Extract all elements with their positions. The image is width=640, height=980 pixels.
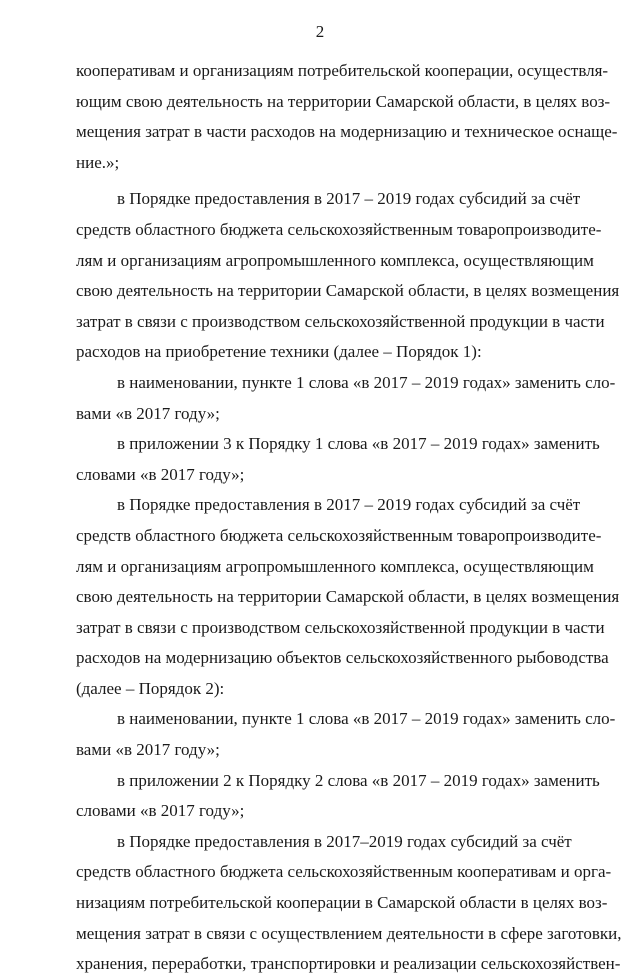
text-line: лям и организациям агропромышленного комплекса, осуществляющим: [76, 250, 594, 270]
text-line: средств областного бюджета сельскохозяйственным товаропроизводите-: [76, 525, 602, 545]
text-line: расходов на приобретение техники (далее – Порядок 1):: [76, 342, 482, 362]
text-line: затрат в связи с производством сельскохозяйственной продукции в части: [76, 617, 605, 637]
text-line: затрат в связи с производством сельскохозяйственной продукции в части: [76, 311, 605, 331]
text-line: мещения затрат в части расходов на модернизацию и техническое оснаще-: [76, 122, 618, 142]
text-line: расходов на модернизацию объектов сельскохозяйственного рыбоводства: [76, 648, 609, 668]
text-line: в Порядке предоставления в 2017 – 2019 годах субсидий за счёт: [117, 495, 581, 515]
body-text: [76, 56, 622, 980]
text-line: свою деятельность на территории Самарской области, в целях возмещения: [76, 587, 620, 607]
text-line: словами «в 2017 году»;: [76, 801, 245, 821]
text-line: (далее – Порядок 2):: [76, 678, 225, 698]
text-line: ние.»;: [76, 152, 120, 172]
text-line: в приложении 2 к Порядку 2 слова «в 2017 – 2019 годах» заменить: [117, 770, 600, 790]
text-line: в приложении 3 к Порядку 1 слова «в 2017 – 2019 годах» заменить: [117, 434, 600, 454]
text-line: в наименовании, пункте 1 слова «в 2017 – 2019 годах» заменить сло-: [117, 709, 616, 729]
text-line: лям и организациям агропромышленного комплекса, осуществляющим: [76, 556, 594, 576]
page-number: 2: [315, 22, 325, 41]
text-line: вами «в 2017 году»;: [76, 740, 220, 760]
text-line: ющим свою деятельность на территории Самарской области, в целях воз-: [76, 91, 611, 111]
text-line: в Порядке предоставления в 2017–2019 годах субсидий за счёт: [117, 831, 572, 851]
text-line: средств областного бюджета сельскохозяйственным товаропроизводите-: [76, 219, 602, 239]
text-line: вами «в 2017 году»;: [76, 403, 220, 423]
text-line: мещения затрат в связи с осуществлением деятельности в сфере заготовки,: [76, 923, 622, 943]
text-line: словами «в 2017 году»;: [76, 464, 245, 484]
text-line: в Порядке предоставления в 2017 – 2019 годах субсидий за счёт: [117, 189, 581, 209]
text-line: хранения, переработки, транспортировки и реализации сельскохозяйствен-: [76, 954, 621, 974]
text-line: в наименовании, пункте 1 слова «в 2017 – 2019 годах» заменить сло-: [117, 372, 616, 392]
text-line: средств областного бюджета сельскохозяйственным кооперативам и орга-: [76, 862, 612, 882]
text-line: кооперативам и организациям потребительской кооперации, осуществля-: [76, 61, 609, 80]
text-line: низациям потребительской кооперации в Самарской области в целях воз-: [76, 893, 608, 913]
text-line: свою деятельность на территории Самарской области, в целях возмещения: [76, 281, 620, 301]
